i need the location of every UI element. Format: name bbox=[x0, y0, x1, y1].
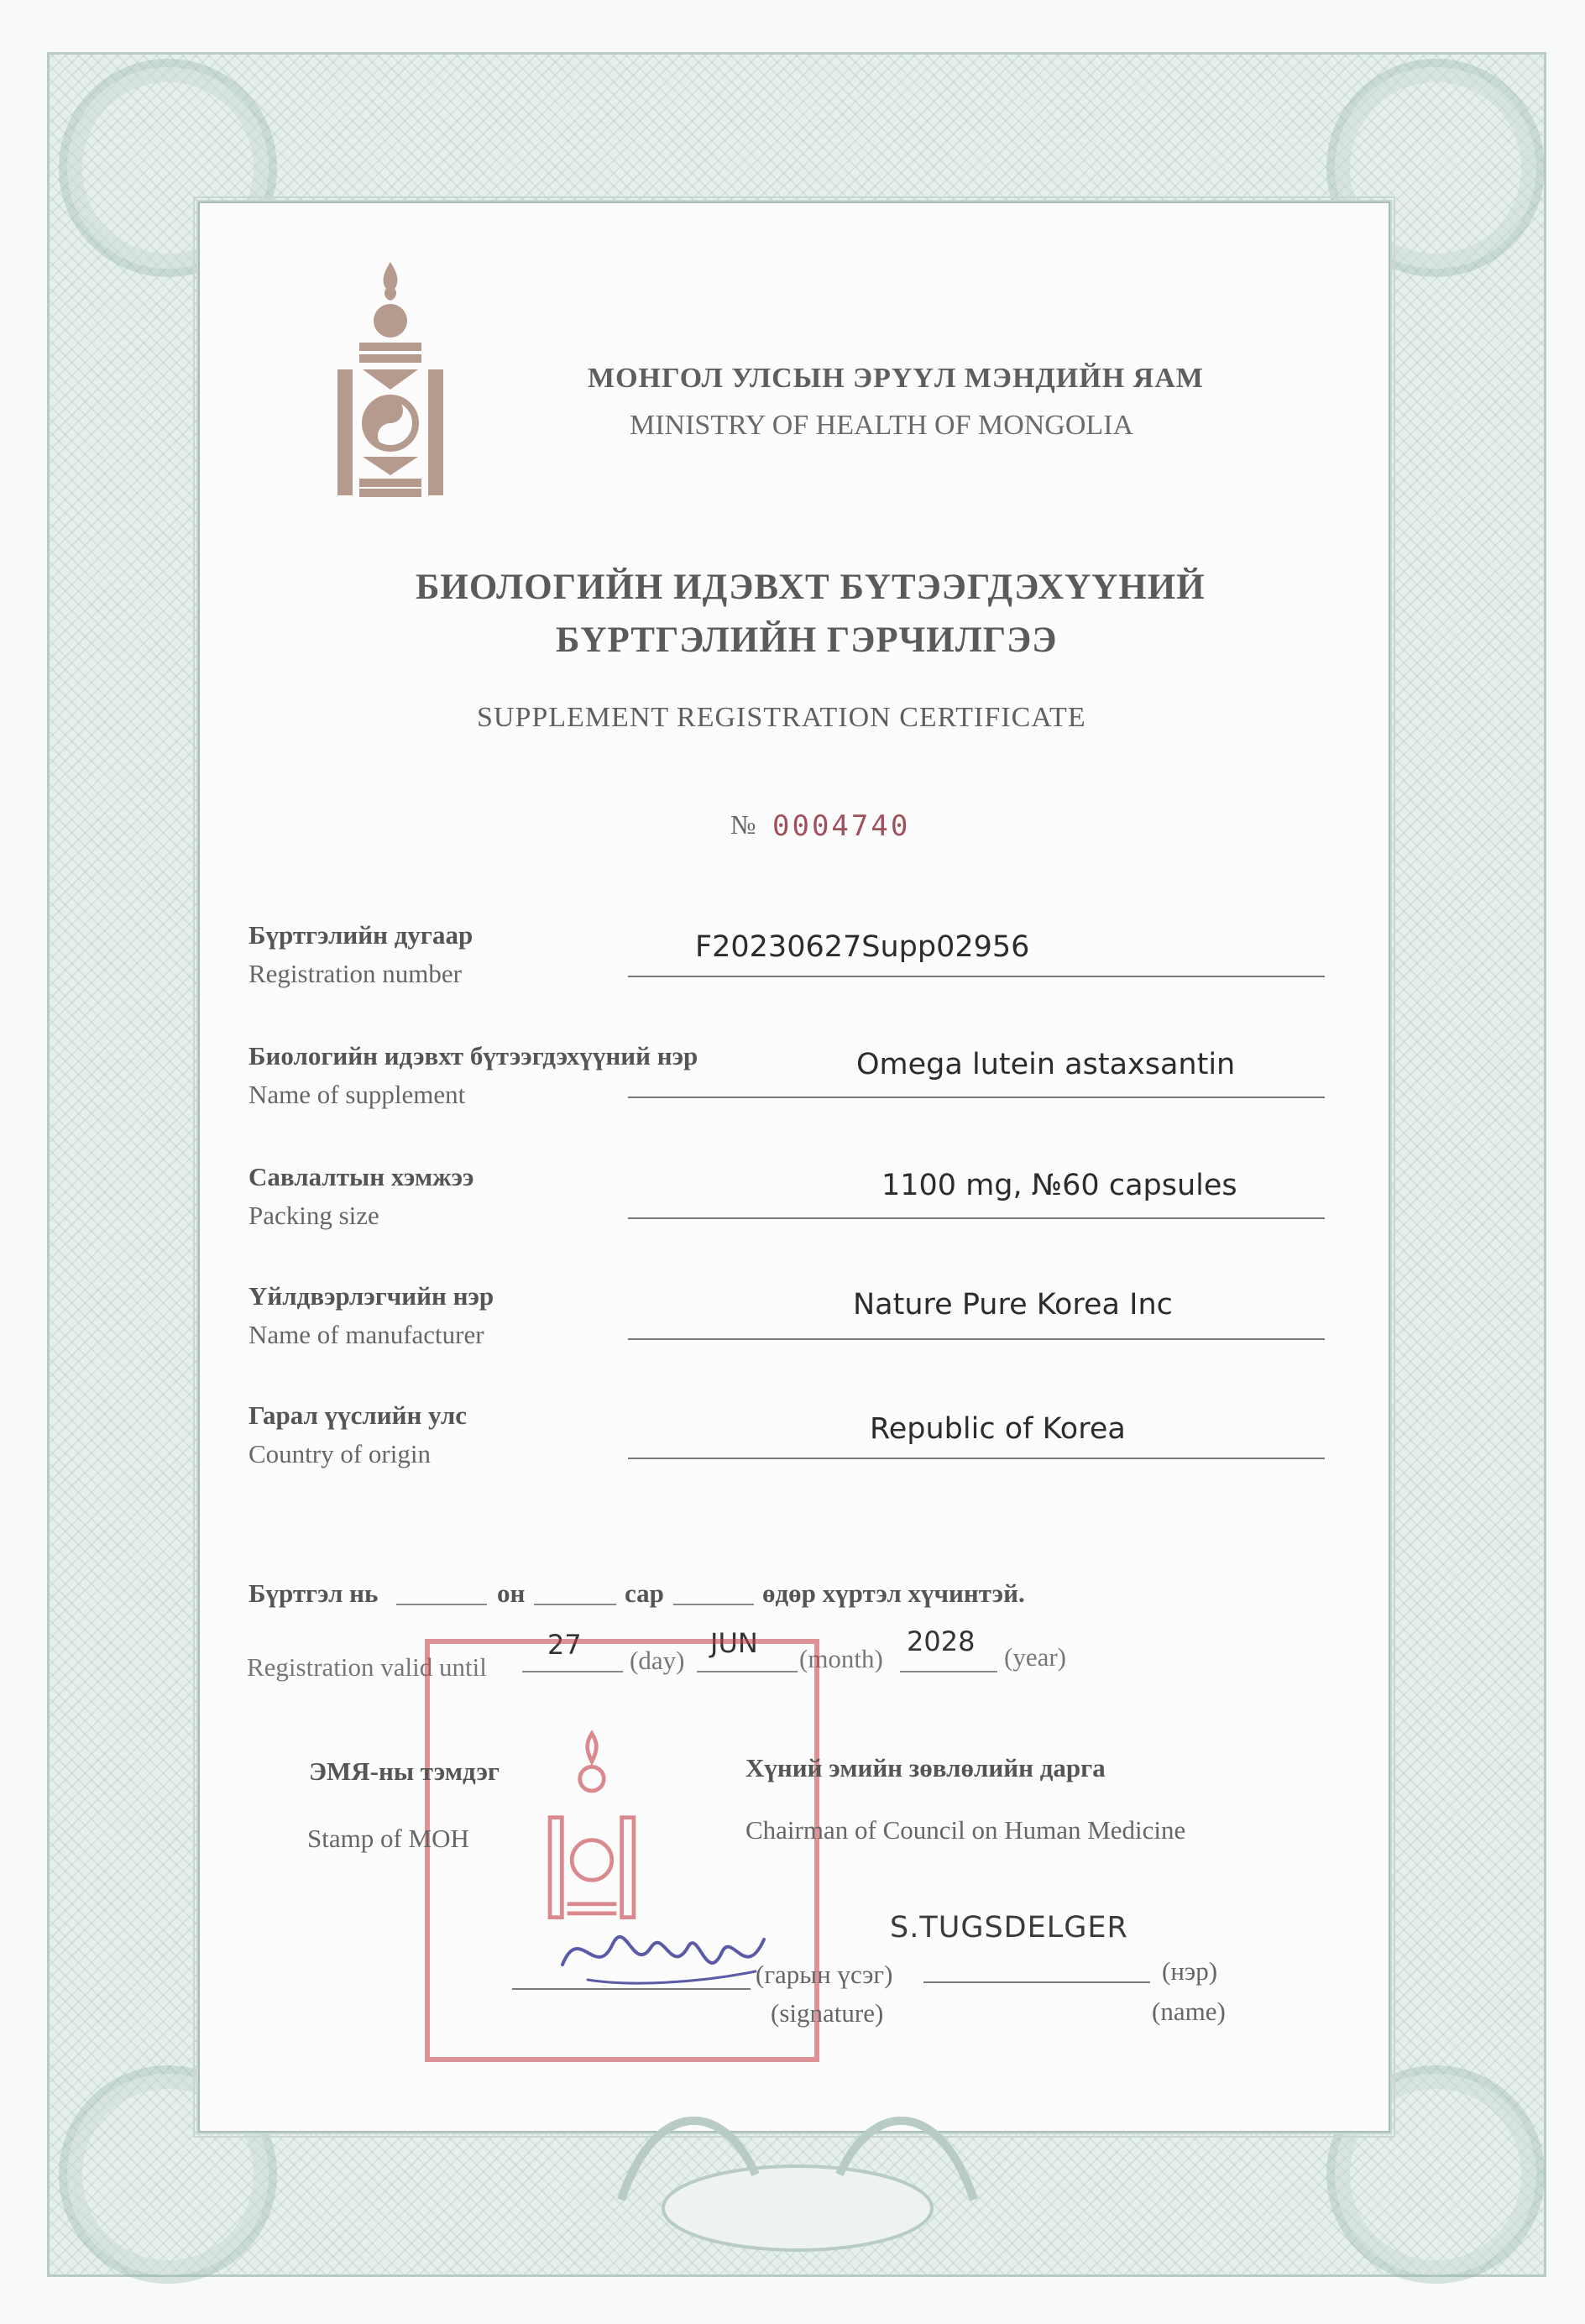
validity-day-mn: өдөр хүртэл хүчинтэй. bbox=[762, 1578, 1025, 1608]
valid-year-value: 2028 bbox=[907, 1625, 976, 1657]
ministry-name-mn: МОНГОЛ УЛСЫН ЭРҮҮЛ МЭНДИЙН ЯАМ bbox=[588, 363, 1204, 394]
field-underline bbox=[628, 1097, 1325, 1098]
blank-underline bbox=[534, 1604, 616, 1605]
valid-month-label: (month) bbox=[799, 1644, 883, 1673]
valid-day-value: 27 bbox=[547, 1629, 582, 1661]
blank-underline bbox=[673, 1604, 754, 1605]
chairman-title-en: Chairman of Council on Human Medicine bbox=[745, 1815, 1186, 1845]
field-underline bbox=[628, 1338, 1325, 1340]
soyombo-emblem-icon bbox=[334, 259, 447, 502]
field-label-en: Country of origin bbox=[248, 1439, 431, 1468]
field-label-mn: Гарал үүслийн улс bbox=[248, 1400, 468, 1430]
field-label-en: Packing size bbox=[248, 1201, 379, 1230]
blank-underline bbox=[396, 1604, 487, 1605]
name-label-mn: (нэр) bbox=[1162, 1956, 1218, 1986]
signature-line bbox=[512, 1988, 751, 1990]
valid-day-label: (day) bbox=[630, 1646, 685, 1675]
field-label-mn: Биологийн идэвхт бүтээгдэхүүний нэр bbox=[248, 1041, 698, 1070]
valid-month-value: JUN bbox=[710, 1627, 758, 1659]
ministry-name-en: MINISTRY OF HEALTH OF MONGOLIA bbox=[630, 410, 1134, 441]
field-label-en: Name of manufacturer bbox=[248, 1320, 484, 1349]
stamp-label-en: Stamp of MOH bbox=[307, 1824, 469, 1853]
handwritten-signature bbox=[554, 1906, 772, 1998]
field-label-en: Registration number bbox=[248, 959, 462, 988]
validity-label-en: Registration valid until bbox=[247, 1652, 487, 1682]
certificate-number: 0004740 bbox=[772, 809, 911, 843]
packing-size-value: 1100 mg, №60 capsules bbox=[881, 1169, 1237, 1202]
manufacturer-name-value: Nature Pure Korea Inc bbox=[853, 1288, 1173, 1322]
name-label-en: (name) bbox=[1152, 1997, 1226, 2026]
field-label-mn: Савлалтын хэмжээ bbox=[248, 1162, 474, 1191]
name-line bbox=[923, 1981, 1150, 1983]
valid-year-label: (year) bbox=[1004, 1642, 1066, 1672]
field-label-mn: Үйлдвэрлэгчийн нэр bbox=[248, 1281, 494, 1311]
certificate-number-label: № bbox=[730, 809, 756, 840]
validity-month-mn: сар bbox=[625, 1578, 664, 1608]
field-label-en: Name of supplement bbox=[248, 1080, 466, 1109]
certificate-title-line1: БИОЛОГИЙН ИДЭВХТ БҮТЭЭГДЭХҮҮНИЙ bbox=[416, 568, 1206, 607]
registration-number-value: F20230627Supp02956 bbox=[695, 930, 1030, 964]
bottom-ornament bbox=[588, 2049, 1007, 2267]
field-underline bbox=[628, 976, 1325, 977]
country-of-origin-value: Republic of Korea bbox=[870, 1412, 1126, 1446]
certificate-title-line2: БҮРТГЭЛИЙН ГЭРЧИЛГЭЭ bbox=[556, 620, 1058, 660]
validity-label-mn: Бүртгэл нь bbox=[248, 1578, 379, 1608]
chairman-name: S.TUGSDELGER bbox=[890, 1911, 1128, 1945]
field-label-mn: Бүртгэлийн дугаар bbox=[248, 920, 473, 950]
signature-label-en: (signature) bbox=[771, 1998, 884, 2028]
stamp-emblem-icon bbox=[537, 1730, 646, 1923]
certificate-title-en: SUPPLEMENT REGISTRATION CERTIFICATE bbox=[477, 702, 1086, 733]
blank-underline bbox=[900, 1671, 997, 1672]
field-underline bbox=[628, 1217, 1325, 1219]
stamp-label-mn: ЭМЯ-ны тэмдэг bbox=[309, 1756, 500, 1786]
supplement-name-value: Omega lutein astaxsantin bbox=[856, 1048, 1236, 1081]
signature-label-mn: (гарын үсэг) bbox=[756, 1960, 893, 1989]
field-underline bbox=[628, 1458, 1325, 1459]
validity-year-mn: он bbox=[497, 1578, 526, 1608]
chairman-title-mn: Хүний эмийн зөвлөлийн дарга bbox=[745, 1753, 1106, 1782]
